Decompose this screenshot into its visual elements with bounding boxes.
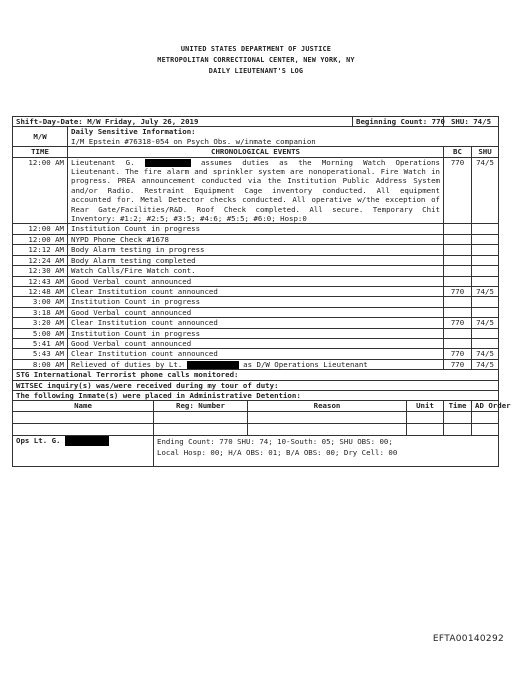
- entry-shu: [472, 234, 499, 244]
- log-entry-row: [13, 349, 499, 359]
- witsec-row: [13, 380, 499, 390]
- entry-shu: 74/5: [472, 318, 499, 328]
- log-entry-row: [13, 307, 499, 317]
- column-header-row: [13, 147, 499, 157]
- entry-time: 3:20 AM: [13, 318, 68, 328]
- entry-bc: [444, 266, 472, 276]
- log-entry-row: [13, 286, 499, 296]
- witsec-label: WITSEC inquiry(s) was/were received during my tour of duty:: [13, 380, 499, 390]
- entry-bc: [444, 255, 472, 265]
- entry-post: as D/W Operations Lieutenant: [243, 359, 368, 369]
- entry-bc: [444, 307, 472, 317]
- log-entry-row: [13, 297, 499, 307]
- entry-bc: 770: [444, 349, 472, 359]
- col-shu: SHU: [472, 147, 499, 157]
- col-bc: BC: [444, 147, 472, 157]
- sensitive-info: [68, 127, 499, 147]
- sensitive-label: Daily Sensitive Information:: [71, 127, 196, 137]
- shift-shu: SHU: 74/5: [444, 117, 499, 127]
- entry-time: 12:48 AM: [13, 286, 68, 296]
- log-entry-row: [13, 245, 499, 255]
- daily-log-table: [12, 116, 511, 467]
- entry-bc: [444, 328, 472, 338]
- detention-empty-row: [13, 411, 499, 423]
- ending-count-line1: Ending Count: 770 SHU: 74; 10-South: 05; SHU OBS: 00;: [157, 436, 393, 446]
- entry-bc: [444, 297, 472, 307]
- entry-bc: 770: [444, 318, 472, 328]
- entry-event: Clear Institution count announced: [68, 349, 444, 359]
- document-id: EFTA00140292: [432, 634, 504, 644]
- det-col-reason: Reason: [248, 401, 407, 411]
- entry-pre: Lieutenant G.: [71, 157, 135, 167]
- entry-shu: [472, 224, 499, 234]
- entry-shu: [472, 266, 499, 276]
- entry-event: NYPD Phone Check #1678: [68, 234, 444, 244]
- entry-shu: 74/5: [472, 157, 499, 224]
- redaction-box: [65, 436, 109, 446]
- entry-shu: 74/5: [472, 286, 499, 296]
- entry-shu: [472, 307, 499, 317]
- entry-event: Institution Count in progress: [68, 224, 444, 234]
- det-col-time: Time: [444, 401, 472, 411]
- entry-time: 12:30 AM: [13, 266, 68, 276]
- entry-shu: [472, 328, 499, 338]
- entry-event: Clear Institution count announced: [68, 318, 444, 328]
- entry-shu: [472, 255, 499, 265]
- entry-shu: [472, 297, 499, 307]
- entry-event: Good Verbal count announced: [68, 338, 444, 348]
- last-entry-text: [68, 359, 444, 369]
- entry-shu: [472, 245, 499, 255]
- entry-time: 5:43 AM: [13, 349, 68, 359]
- log-entry-row: [13, 338, 499, 348]
- log-entries: [13, 224, 499, 359]
- log-entry-row: [13, 328, 499, 338]
- entry-time: 3:00 AM: [13, 297, 68, 307]
- det-col-ad-order: AD Order: [472, 401, 499, 411]
- entry-event: Good Verbal count announced: [68, 276, 444, 286]
- entry-pre: Relieved of duties by Lt.: [71, 359, 183, 369]
- beginning-count: Beginning Count: 770: [353, 117, 444, 127]
- sensitive-info-row: [13, 127, 499, 147]
- entry-bc: 770: [444, 359, 472, 369]
- entry-time: 8:00 AM: [13, 359, 68, 369]
- header-center: METROPOLITAN CORRECTIONAL CENTER, NEW YORK, NY: [157, 56, 355, 64]
- redaction-box: [187, 361, 239, 369]
- entry-event: Institution Count in progress: [68, 297, 444, 307]
- header-log-title: DAILY LIEUTENANT'S LOG: [208, 67, 304, 75]
- entry-bc: [444, 224, 472, 234]
- entry-event: Good Verbal count announced: [68, 307, 444, 317]
- entry-bc: [444, 245, 472, 255]
- header-department: UNITED STATES DEPARTMENT OF JUSTICE: [180, 45, 332, 53]
- entry-shu: 74/5: [472, 349, 499, 359]
- entry-shu: [472, 276, 499, 286]
- first-entry-row: [13, 157, 499, 224]
- entry-time: 3:18 AM: [13, 307, 68, 317]
- log-entry-row: [13, 266, 499, 276]
- entry-bc: [444, 234, 472, 244]
- entry-shu: [472, 338, 499, 348]
- admin-detention-label: The following Inmate(s) were placed in Administrative Detention:: [13, 390, 499, 400]
- entry-time: 12:00 AM: [13, 234, 68, 244]
- entry-time: 5:00 AM: [13, 328, 68, 338]
- entry-time: 12:00 AM: [13, 224, 68, 234]
- admin-detention-row: [13, 390, 499, 400]
- entry-time: 12:24 AM: [13, 255, 68, 265]
- entry-event: Institution Count in progress: [68, 328, 444, 338]
- sensitive-text: I/M Epstein #76318-054 on Psych Obs. w/inmate companion: [71, 136, 316, 146]
- col-events: CHRONOLOGICAL EVENTS: [68, 147, 444, 157]
- last-entry-row: [13, 359, 499, 369]
- entry-bc: [444, 338, 472, 348]
- log-entry-row: [13, 276, 499, 286]
- entry-event: Body Alarm testing in progress: [68, 245, 444, 255]
- detention-header-row: [13, 401, 499, 411]
- entry-event: Body Alarm testing completed: [68, 255, 444, 265]
- entry-event: Watch Calls/Fire Watch cont.: [68, 266, 444, 276]
- entry-shu: 74/5: [472, 359, 499, 369]
- entry-event: Clear Institution count announced: [68, 286, 444, 296]
- ops-row: [13, 435, 499, 466]
- entry-body: assumes duties as the Morning Watch Operations Lieutenant. The fire alarm and sprinkler system are nonoperational. Fire Watch in progress. PREA announcement conducted via the Institution Public Address System and/or Radio. Restraint Equipment Cage inventory conducted. All equipment accounted for. Metal Detector checks conducted. All operative w/the exception of Rear Gate/Facilities/R&D. Roof Check completed. All secure. Temporary Chit Inventory: #1:2; #2:5; #3:5; #4:6; #5:5; #6:0; Hosp:0: [71, 157, 440, 224]
- entry-time: 12:12 AM: [13, 245, 68, 255]
- entry-time: 12:00 AM: [13, 157, 68, 224]
- log-entry-row: [13, 318, 499, 328]
- stg-row: [13, 370, 499, 380]
- first-entry-text: [68, 157, 444, 224]
- shift-date: Shift-Day-Date: M/W Friday, July 26, 2019: [13, 117, 353, 127]
- stg-label: STG International Terrorist phone calls monitored:: [13, 370, 499, 380]
- log-entry-row: [13, 234, 499, 244]
- det-col-unit: Unit: [407, 401, 444, 411]
- entry-bc: [444, 276, 472, 286]
- ending-count-line2: Local Hosp: 00; H/A OBS: 01; B/A OBS: 00; Dry Cell: 00: [157, 447, 398, 457]
- redaction-box: [145, 159, 191, 167]
- detention-empty-row: [13, 423, 499, 435]
- col-time: TIME: [13, 147, 68, 157]
- entry-bc: 770: [444, 157, 472, 224]
- entry-time: 5:41 AM: [13, 338, 68, 348]
- entry-time: 12:43 AM: [13, 276, 68, 286]
- det-col-reg: Reg: Number: [154, 401, 248, 411]
- shift-code: M/W: [13, 127, 68, 147]
- ending-counts: [154, 435, 499, 466]
- log-entry-row: [13, 255, 499, 265]
- det-col-name: Name: [13, 401, 154, 411]
- entry-bc: 770: [444, 286, 472, 296]
- log-entry-row: [13, 224, 499, 234]
- shift-row: [13, 117, 499, 127]
- ops-signature: [13, 435, 154, 466]
- ops-label: Ops Lt. G.: [16, 435, 61, 445]
